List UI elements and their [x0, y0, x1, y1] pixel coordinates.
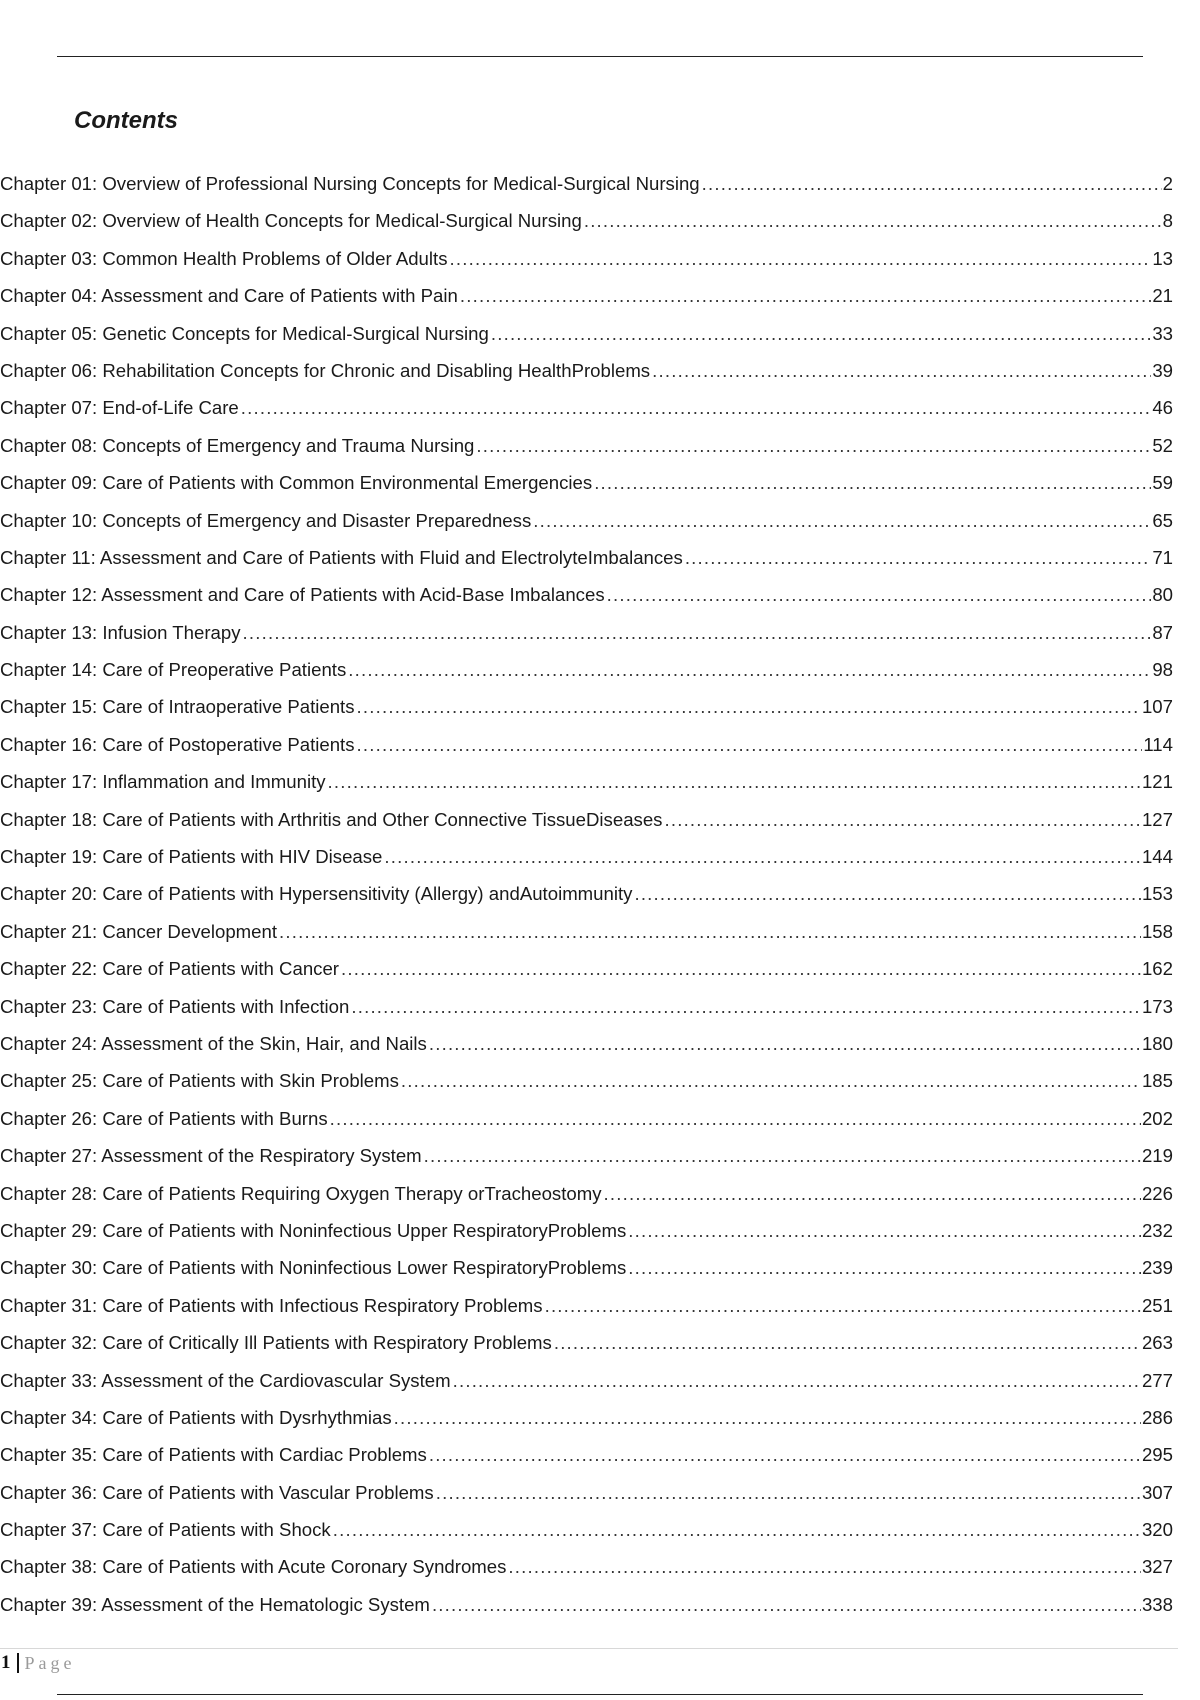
toc-entry-title: Chapter 13: Infusion Therapy — [0, 621, 241, 643]
contents-heading: Contents — [74, 107, 178, 134]
toc-entry-page: 180 — [1141, 1032, 1173, 1054]
toc-entry-page: 39 — [1152, 359, 1173, 381]
toc-entry-page: 232 — [1141, 1219, 1173, 1241]
toc-entry-12[interactable] — [0, 583, 1173, 620]
toc-entry-title: Chapter 25: Care of Patients with Skin Problems — [0, 1070, 399, 1092]
bottom-rule — [57, 1694, 1143, 1695]
toc-dot-leader — [450, 247, 1152, 271]
toc-entry-page: 98 — [1152, 659, 1173, 681]
toc-dot-leader — [628, 1219, 1141, 1243]
toc-entry-24[interactable] — [0, 1032, 1173, 1069]
toc-entry-title: Chapter 34: Care of Patients with Dysrhythmias — [0, 1406, 392, 1428]
toc-dot-leader — [652, 359, 1151, 383]
toc-entry-11[interactable] — [0, 546, 1173, 583]
toc-dot-leader — [348, 658, 1151, 682]
toc-entry-20[interactable] — [0, 882, 1173, 919]
toc-dot-leader — [607, 583, 1152, 607]
toc-entry-title: Chapter 04: Assessment and Care of Patients with Pain — [0, 285, 458, 307]
toc-entry-34[interactable] — [0, 1406, 1173, 1443]
toc-entry-page: 158 — [1141, 920, 1173, 942]
toc-entry-31[interactable] — [0, 1294, 1173, 1331]
toc-entry-06[interactable] — [0, 359, 1173, 396]
toc-entry-title: Chapter 39: Assessment of the Hematologic System — [0, 1593, 430, 1615]
toc-dot-leader — [432, 1593, 1141, 1617]
footer-page-number: 1 — [1, 1652, 11, 1673]
toc-dot-leader — [241, 396, 1152, 420]
toc-dot-leader — [436, 1481, 1141, 1505]
toc-entry-title: Chapter 05: Genetic Concepts for Medical-Surgical Nursing — [0, 322, 489, 344]
toc-entry-15[interactable] — [0, 695, 1173, 732]
toc-entry-33[interactable] — [0, 1369, 1173, 1406]
toc-entry-page: 277 — [1141, 1369, 1173, 1391]
toc-entry-title: Chapter 28: Care of Patients Requiring Oxygen Therapy orTracheostomy — [0, 1182, 602, 1204]
toc-dot-leader — [508, 1555, 1141, 1579]
toc-entry-32[interactable] — [0, 1331, 1173, 1368]
toc-dot-leader — [702, 172, 1162, 196]
toc-entry-page: 144 — [1141, 846, 1173, 868]
toc-entry-page: 107 — [1141, 696, 1173, 718]
toc-entry-title: Chapter 07: End-of-Life Care — [0, 397, 239, 419]
toc-dot-leader — [429, 1443, 1141, 1467]
toc-entry-25[interactable] — [0, 1069, 1173, 1106]
toc-dot-leader — [476, 434, 1151, 458]
toc-entry-title: Chapter 21: Cancer Development — [0, 920, 277, 942]
toc-entry-title: Chapter 10: Concepts of Emergency and Disaster Preparedness — [0, 509, 532, 531]
toc-dot-leader — [384, 845, 1141, 869]
toc-dot-leader — [243, 621, 1152, 645]
toc-entry-title: Chapter 12: Assessment and Care of Patients with Acid-Base Imbalances — [0, 584, 605, 606]
toc-dot-leader — [491, 322, 1151, 346]
toc-entry-title: Chapter 23: Care of Patients with Infection — [0, 995, 350, 1017]
toc-entry-10[interactable] — [0, 509, 1173, 546]
toc-entry-page: 219 — [1141, 1145, 1173, 1167]
toc-entry-page: 320 — [1141, 1519, 1173, 1541]
toc-entry-title: Chapter 20: Care of Patients with Hypersensitivity (Allergy) andAutoimmunity — [0, 883, 633, 905]
toc-entry-04[interactable] — [0, 284, 1173, 321]
toc-entry-title: Chapter 26: Care of Patients with Burns — [0, 1107, 328, 1129]
toc-entry-page: 59 — [1152, 472, 1173, 494]
toc-entry-page: 239 — [1141, 1257, 1173, 1279]
toc-entry-page: 263 — [1141, 1332, 1173, 1354]
toc-entry-23[interactable] — [0, 995, 1173, 1032]
toc-entry-page: 162 — [1141, 958, 1173, 980]
page-footer — [1, 1652, 76, 1674]
toc-dot-leader — [357, 695, 1141, 719]
toc-dot-leader — [394, 1406, 1141, 1430]
toc-dot-leader — [333, 1518, 1141, 1542]
toc-entry-page: 65 — [1152, 509, 1173, 531]
toc-entry-page: 13 — [1152, 247, 1173, 269]
toc-dot-leader — [545, 1294, 1141, 1318]
toc-dot-leader — [401, 1069, 1141, 1093]
toc-entry-title: Chapter 38: Care of Patients with Acute Coronary Syndromes — [0, 1556, 507, 1578]
toc-entry-title: Chapter 14: Care of Preoperative Patients — [0, 659, 347, 681]
toc-entry-page: 251 — [1141, 1294, 1173, 1316]
toc-entry-17[interactable] — [0, 770, 1173, 807]
toc-entry-title: Chapter 19: Care of Patients with HIV Disease — [0, 846, 383, 868]
toc-entry-page: 8 — [1162, 210, 1173, 232]
toc-entry-page: 327 — [1141, 1556, 1173, 1578]
toc-entry-18[interactable] — [0, 808, 1173, 845]
toc-entry-page: 80 — [1152, 584, 1173, 606]
toc-entry-05[interactable] — [0, 322, 1173, 359]
toc-entry-08[interactable] — [0, 434, 1173, 471]
toc-entry-title: Chapter 37: Care of Patients with Shock — [0, 1519, 331, 1541]
toc-entry-page: 153 — [1141, 883, 1173, 905]
toc-entry-title: Chapter 06: Rehabilitation Concepts for Chronic and Disabling HealthProblems — [0, 359, 651, 381]
toc-dot-leader — [424, 1144, 1141, 1168]
toc-entry-title: Chapter 11: Assessment and Care of Patients with Fluid and ElectrolyteImbalances — [0, 546, 683, 568]
toc-entry-02[interactable] — [0, 209, 1173, 246]
toc-entry-36[interactable] — [0, 1481, 1173, 1518]
toc-dot-leader — [634, 882, 1141, 906]
toc-entry-title: Chapter 35: Care of Patients with Cardiac Problems — [0, 1444, 427, 1466]
toc-entry-35[interactable] — [0, 1443, 1173, 1480]
toc-entry-title: Chapter 29: Care of Patients with Noninfectious Upper RespiratoryProblems — [0, 1219, 627, 1241]
toc-entry-title: Chapter 09: Care of Patients with Common Environmental Emergencies — [0, 472, 593, 494]
toc-dot-leader — [330, 1107, 1141, 1131]
toc-dot-leader — [628, 1256, 1141, 1280]
toc-entry-page: 185 — [1141, 1070, 1173, 1092]
toc-dot-leader — [351, 995, 1141, 1019]
toc-entry-37[interactable] — [0, 1518, 1173, 1555]
toc-entry-page: 173 — [1141, 995, 1173, 1017]
toc-entry-21[interactable] — [0, 920, 1173, 957]
toc-entry-03[interactable] — [0, 247, 1173, 284]
toc-dot-leader — [429, 1032, 1141, 1056]
toc-entry-16[interactable] — [0, 733, 1173, 770]
header-rule — [57, 56, 1143, 57]
toc-entry-title: Chapter 33: Assessment of the Cardiovascular System — [0, 1369, 451, 1391]
toc-entry-title: Chapter 15: Care of Intraoperative Patients — [0, 696, 355, 718]
toc-entry-title: Chapter 01: Overview of Professional Nursing Concepts for Medical-Surgical Nursing — [0, 173, 700, 194]
toc-entry-page: 21 — [1152, 285, 1173, 307]
toc-dot-leader — [279, 920, 1141, 944]
toc-entry-page: 46 — [1152, 397, 1173, 419]
toc-entry-title: Chapter 03: Common Health Problems of Older Adults — [0, 247, 448, 269]
toc-entry-title: Chapter 36: Care of Patients with Vascular Problems — [0, 1481, 434, 1503]
toc-dot-leader — [533, 509, 1151, 533]
toc-entry-page: 121 — [1141, 771, 1173, 793]
toc-entry-30[interactable] — [0, 1256, 1173, 1293]
toc-entry-page: 33 — [1152, 322, 1173, 344]
toc-entry-page: 114 — [1143, 733, 1173, 755]
footer-page-label: Page — [24, 1652, 76, 1673]
toc-entry-title: Chapter 31: Care of Patients with Infectious Respiratory Problems — [0, 1294, 543, 1316]
toc-entry-09[interactable] — [0, 471, 1173, 508]
toc-entry-title: Chapter 08: Concepts of Emergency and Trauma Nursing — [0, 434, 475, 456]
footer-divider — [17, 1653, 19, 1673]
toc-dot-leader — [604, 1182, 1141, 1206]
toc-entry-title: Chapter 17: Inflammation and Immunity — [0, 771, 326, 793]
toc-entry-19[interactable] — [0, 845, 1173, 882]
toc-entry-page: 286 — [1141, 1406, 1173, 1428]
toc-dot-leader — [341, 957, 1141, 981]
toc-entry-title: Chapter 16: Care of Postoperative Patients — [0, 733, 355, 755]
toc-entry-title: Chapter 24: Assessment of the Skin, Hair, and Nails — [0, 1032, 427, 1054]
toc-entry-title: Chapter 02: Overview of Health Concepts for Medical-Surgical Nursing — [0, 210, 582, 232]
toc-entry-page: 226 — [1141, 1182, 1173, 1204]
toc-entry-38[interactable] — [0, 1555, 1173, 1592]
toc-entry-page: 307 — [1141, 1481, 1173, 1503]
toc-dot-leader — [554, 1331, 1141, 1355]
toc-dot-leader — [453, 1369, 1141, 1393]
toc-entry-page: 202 — [1141, 1107, 1173, 1129]
toc-entry-title: Chapter 30: Care of Patients with Noninfectious Lower RespiratoryProblems — [0, 1257, 627, 1279]
toc-entry-page: 127 — [1141, 808, 1173, 830]
toc-entry-07[interactable] — [0, 396, 1173, 433]
table-of-contents — [0, 172, 1173, 1630]
toc-entry-title: Chapter 27: Assessment of the Respiratory System — [0, 1145, 422, 1167]
toc-entry-page: 71 — [1152, 546, 1173, 568]
toc-entry-01[interactable] — [0, 172, 1173, 209]
toc-entry-page: 52 — [1152, 434, 1173, 456]
toc-dot-leader — [328, 770, 1141, 794]
toc-entry-39[interactable] — [0, 1593, 1173, 1630]
toc-entry-14[interactable] — [0, 658, 1173, 695]
toc-entry-title: Chapter 32: Care of Critically Ill Patients with Respiratory Problems — [0, 1332, 552, 1354]
toc-entry-page: 2 — [1162, 173, 1173, 194]
toc-entry-29[interactable] — [0, 1219, 1173, 1256]
toc-entry-page: 295 — [1141, 1444, 1173, 1466]
toc-entry-page: 338 — [1141, 1593, 1173, 1615]
toc-entry-title: Chapter 22: Care of Patients with Cancer — [0, 958, 339, 980]
footer-rule — [0, 1648, 1178, 1649]
toc-dot-leader — [357, 733, 1143, 757]
toc-entry-page: 87 — [1152, 621, 1173, 643]
toc-dot-leader — [685, 546, 1152, 570]
toc-entry-28[interactable] — [0, 1182, 1173, 1219]
toc-entry-title: Chapter 18: Care of Patients with Arthritis and Other Connective TissueDiseases — [0, 808, 663, 830]
toc-dot-leader — [460, 284, 1151, 308]
toc-entry-26[interactable] — [0, 1107, 1173, 1144]
toc-dot-leader — [594, 471, 1151, 495]
toc-dot-leader — [584, 209, 1162, 233]
toc-entry-27[interactable] — [0, 1144, 1173, 1181]
toc-dot-leader — [664, 808, 1141, 832]
toc-entry-13[interactable] — [0, 621, 1173, 658]
toc-entry-22[interactable] — [0, 957, 1173, 994]
